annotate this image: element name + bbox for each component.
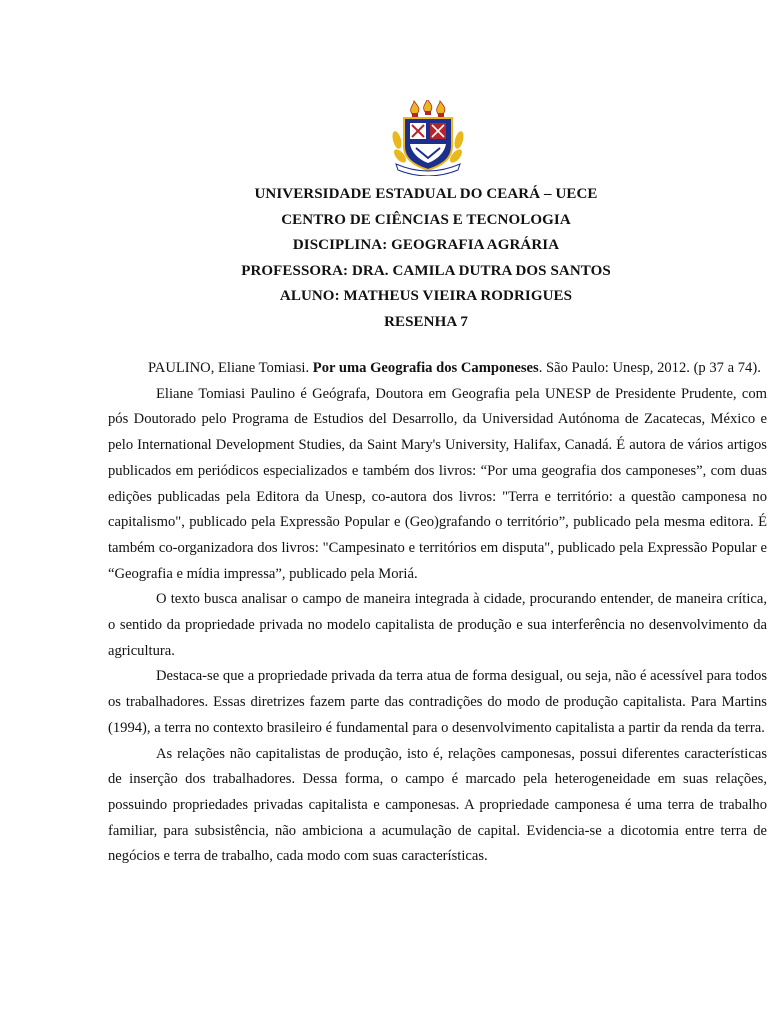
header-student: ALUNO: MATHEUS VIEIRA RODRIGUES — [279, 288, 573, 305]
citation-details: . São Paulo: Unesp, 2012. (p 37 a 74). — [538, 360, 761, 376]
header-center: CENTRO DE CIÊNCIAS E TECNOLOGIA — [281, 211, 571, 228]
university-crest-icon — [388, 100, 468, 176]
document-body — [108, 356, 767, 870]
citation-author: PAULINO, Eliane Tomiasi. — [148, 360, 313, 376]
citation-title: Por uma Geografia dos Camponeses — [312, 360, 539, 376]
paragraph-objective: O texto busca analisar o campo de maneira integrada à cidade, procurando entender, de maneira crítica, o sentido da propriedade privada no modelo capitalista de produção e sua interferência no desenvolvimento da agricultura. — [108, 591, 767, 659]
header-review-number: RESENHA 7 — [384, 313, 468, 330]
header-professor: PROFESSORA: DRA. CAMILA DUTRA DOS SANTOS — [241, 262, 611, 279]
document-header — [0, 182, 768, 336]
paragraph-peasant-relations: As relações não capitalistas de produção, isto é, relações camponesas, possui diferentes características de inserção dos trabalhadores. Dessa forma, o campo é marcado pela heterogeneidade em suas relações, possuindo propriedades privadas capitalista e camponesas. A propriedade camponesa é uma terra de trabalho familiar, para subsistência, não ambiciona a acumulação de capital. Evidencia-se a dicotomia entre terra de negócios e terra de trabalho, cada modo com suas características. — [108, 745, 767, 865]
header-university: UNIVERSIDADE ESTADUAL DO CEARÁ – UECE — [254, 186, 598, 202]
header-discipline: DISCIPLINA: GEOGRAFIA AGRÁRIA — [292, 237, 560, 254]
citation — [108, 356, 767, 382]
paragraph-private-property: Destaca-se que a propriedade privada da terra atua de forma desigual, ou seja, não é acessível para todos os trabalhadores. Essas diretrizes fazem parte das contradições do modo de produção capitalista. Para Martins (1994), a terra no contexto brasileiro é fundamental para o desenvolvimento capitalista a partir da renda da terra. — [108, 668, 767, 736]
paragraph-author-bio: Eliane Tomiasi Paulino é Geógrafa, Doutora em Geografia pela UNESP de Presidente Prudente, com pós Doutorado pelo Programa de Estudios del Desarrollo, da Universidad Autónoma de Zacatecas, México e pelo International Development Studies, da Saint Mary's University, Halifax, Canadá. É autora de vários artigos publicados em periódicos especializados e também dos livros: “Por uma geografia dos camponeses”, com duas edições publicadas pela Editora da Unesp, co-autora dos livros: "Terra e território: a questão camponesa no capitalismo", publicado pela Expressão Popular e (Geo)grafando o território”, publicado pela mesma editora. É também co-organizadora dos livros: "Campesinato e territórios em disputa", publicado pela Expressão Popular e “Geografia e mídia impressa”, publicado pela Moriá. — [108, 385, 767, 582]
